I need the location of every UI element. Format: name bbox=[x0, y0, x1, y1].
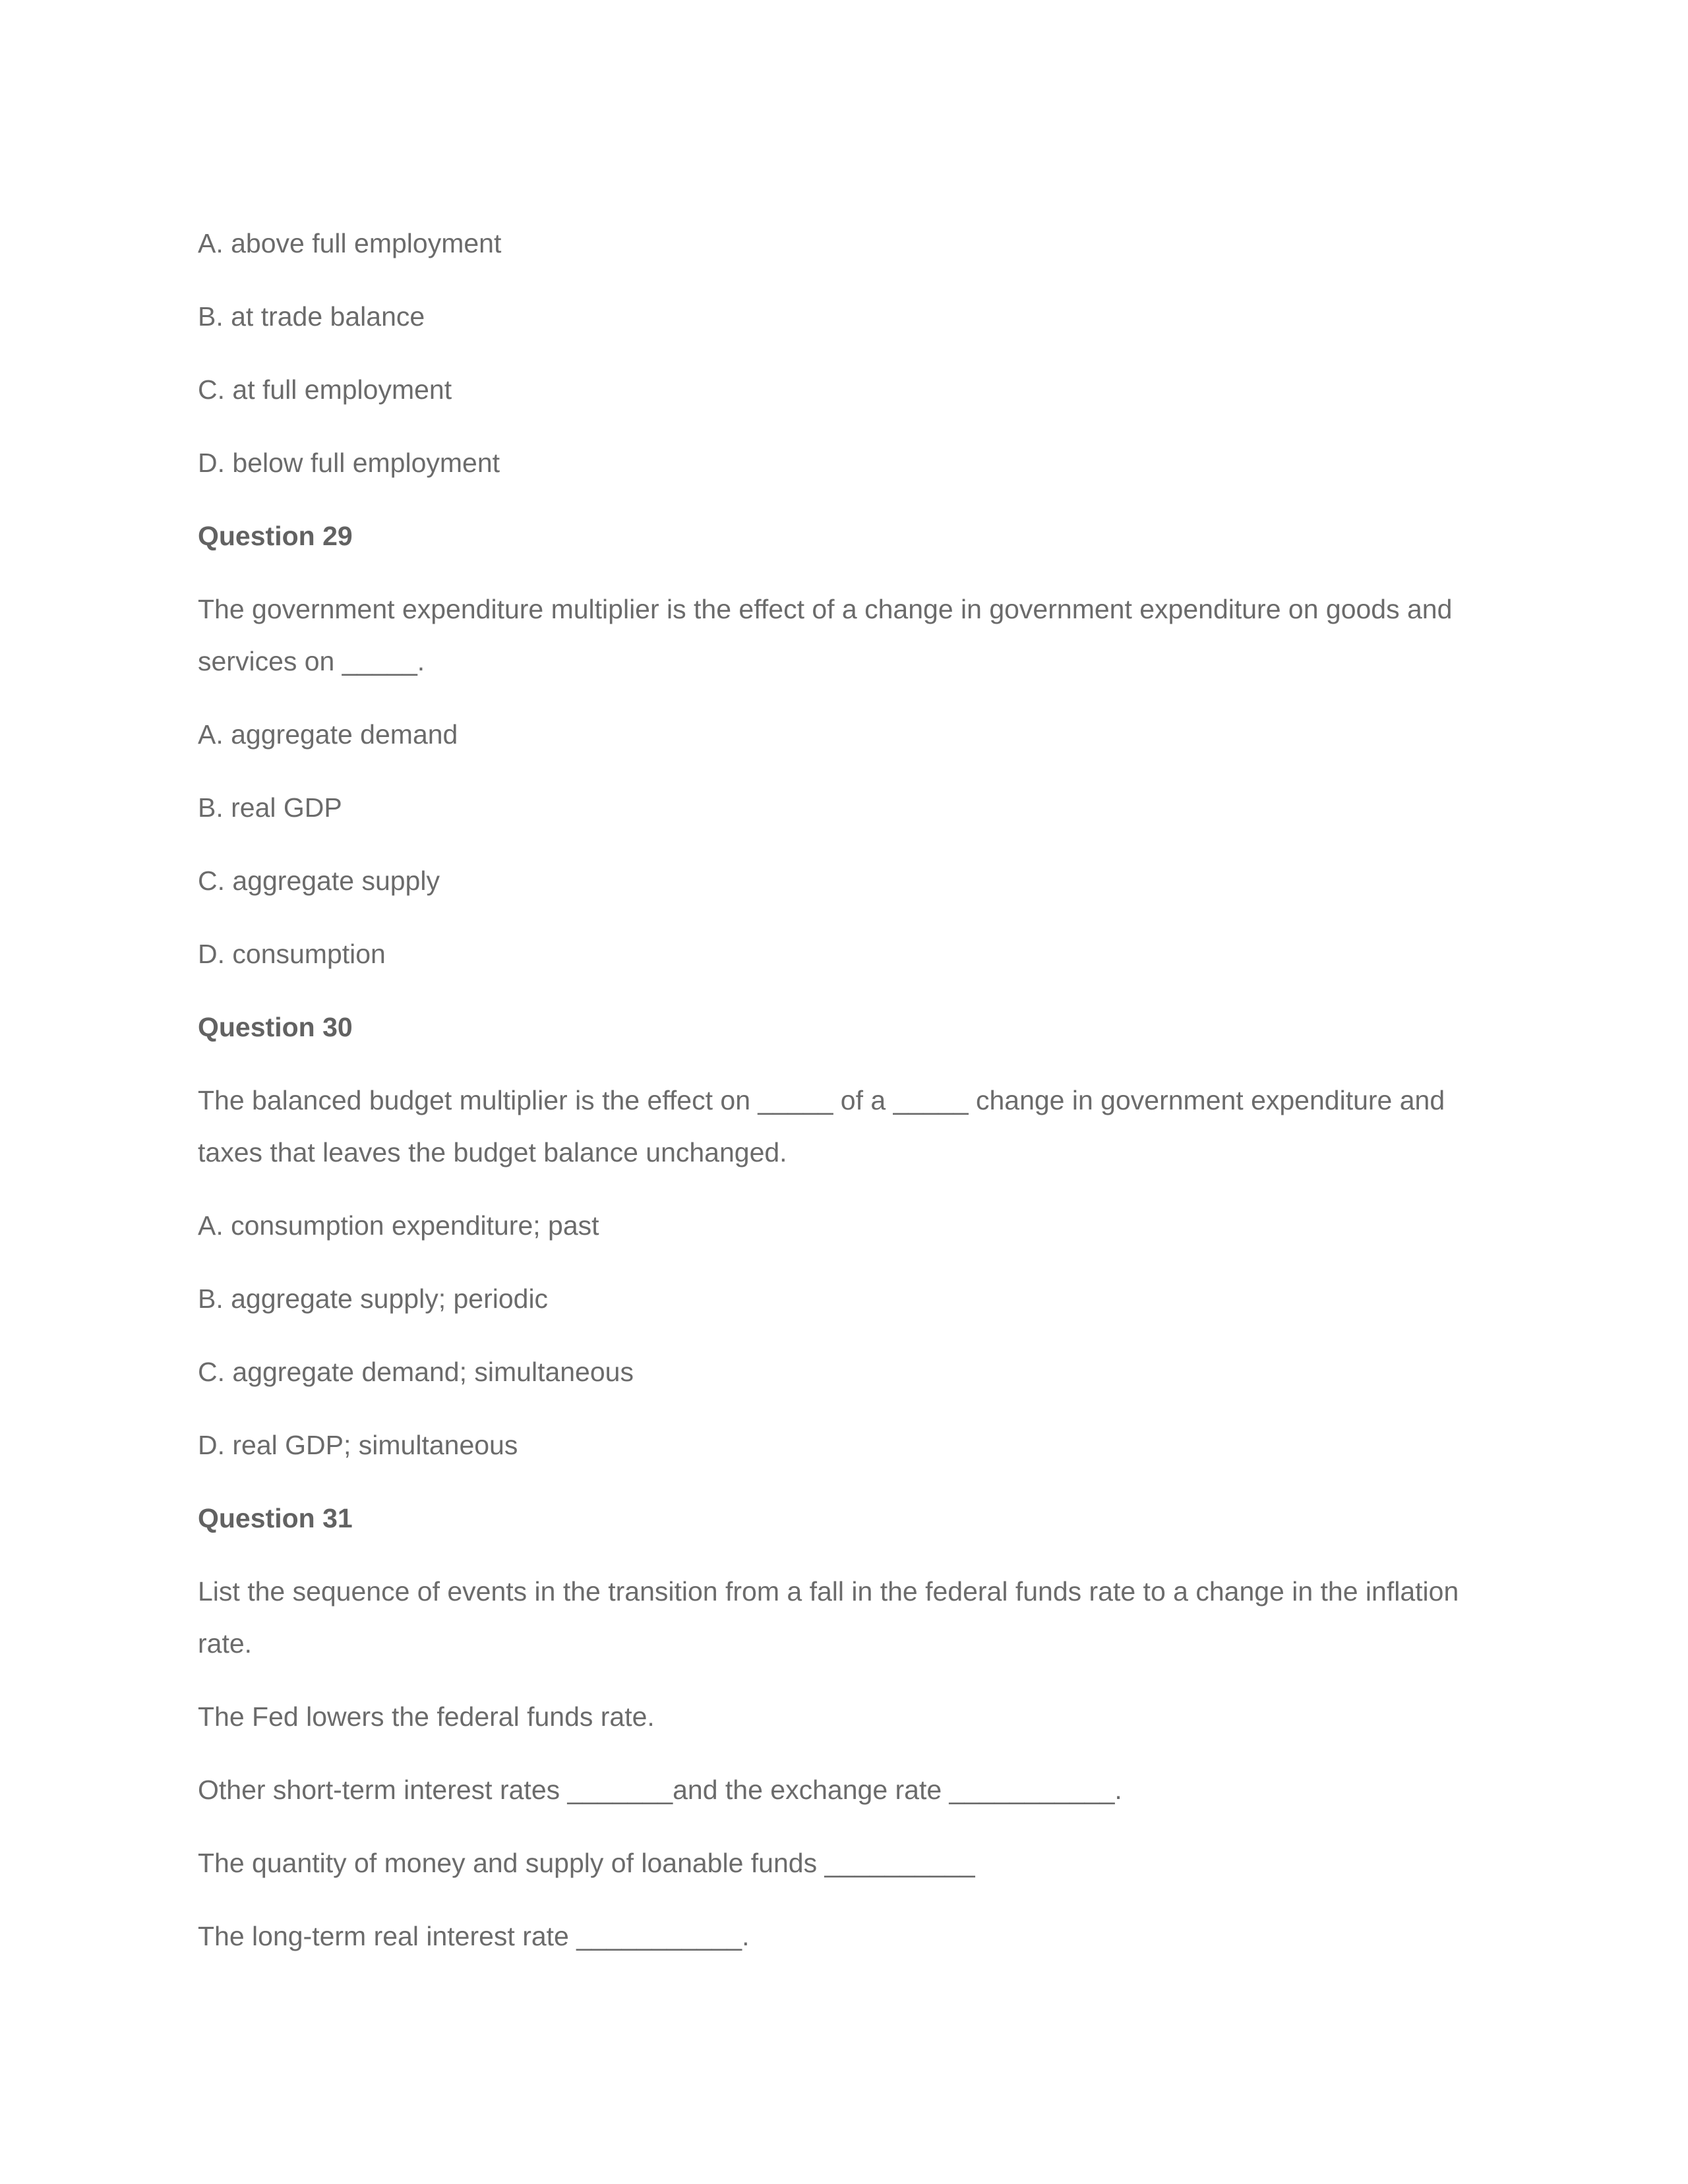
question-31-step-3: The quantity of money and supply of loanable funds __________ bbox=[198, 1848, 975, 1878]
question-31-stem-line-2: rate. bbox=[198, 1628, 253, 1659]
question-31-stem-line-1: List the sequence of events in the transition from a fall in the federal funds rate to a change in the inflation bbox=[198, 1576, 1459, 1607]
prev-option-b: B. at trade balance bbox=[198, 301, 425, 332]
question-31-heading: Question 31 bbox=[198, 1503, 353, 1533]
prev-option-c: C. at full employment bbox=[198, 374, 452, 405]
prev-option-a: A. above full employment bbox=[198, 228, 502, 258]
question-29-option-b: B. real GDP bbox=[198, 792, 342, 823]
question-29-stem-line-1: The government expenditure multiplier is the effect of a change in government expenditure on goods and bbox=[198, 594, 1453, 624]
question-30-option-b: B. aggregate supply; periodic bbox=[198, 1284, 549, 1314]
question-31-step-2: Other short-term interest rates _______and the exchange rate ___________. bbox=[198, 1775, 1122, 1805]
question-29-stem bbox=[198, 583, 1503, 688]
question-31-step-1: The Fed lowers the federal funds rate. bbox=[198, 1701, 655, 1732]
question-31-step-4: The long-term real interest rate ___________. bbox=[198, 1921, 750, 1951]
question-29-option-a: A. aggregate demand bbox=[198, 719, 458, 750]
question-29-stem-line-2: services on _____. bbox=[198, 646, 425, 676]
question-30-option-d: D. real GDP; simultaneous bbox=[198, 1430, 518, 1460]
question-30-heading: Question 30 bbox=[198, 1012, 353, 1042]
question-31-stem bbox=[198, 1566, 1503, 1670]
question-29-option-c: C. aggregate supply bbox=[198, 866, 440, 896]
question-29-heading: Question 29 bbox=[198, 521, 353, 551]
question-30-stem-line-2: taxes that leaves the budget balance unchanged. bbox=[198, 1137, 787, 1167]
question-30-option-c: C. aggregate demand; simultaneous bbox=[198, 1357, 634, 1387]
question-30-stem-line-1: The balanced budget multiplier is the effect on _____ of a _____ change in government expenditure and bbox=[198, 1085, 1445, 1115]
question-29-option-d: D. consumption bbox=[198, 939, 386, 969]
question-30-stem bbox=[198, 1075, 1503, 1179]
document-page bbox=[198, 218, 1503, 1984]
prev-option-d: D. below full employment bbox=[198, 448, 500, 478]
question-30-option-a: A. consumption expenditure; past bbox=[198, 1210, 599, 1241]
